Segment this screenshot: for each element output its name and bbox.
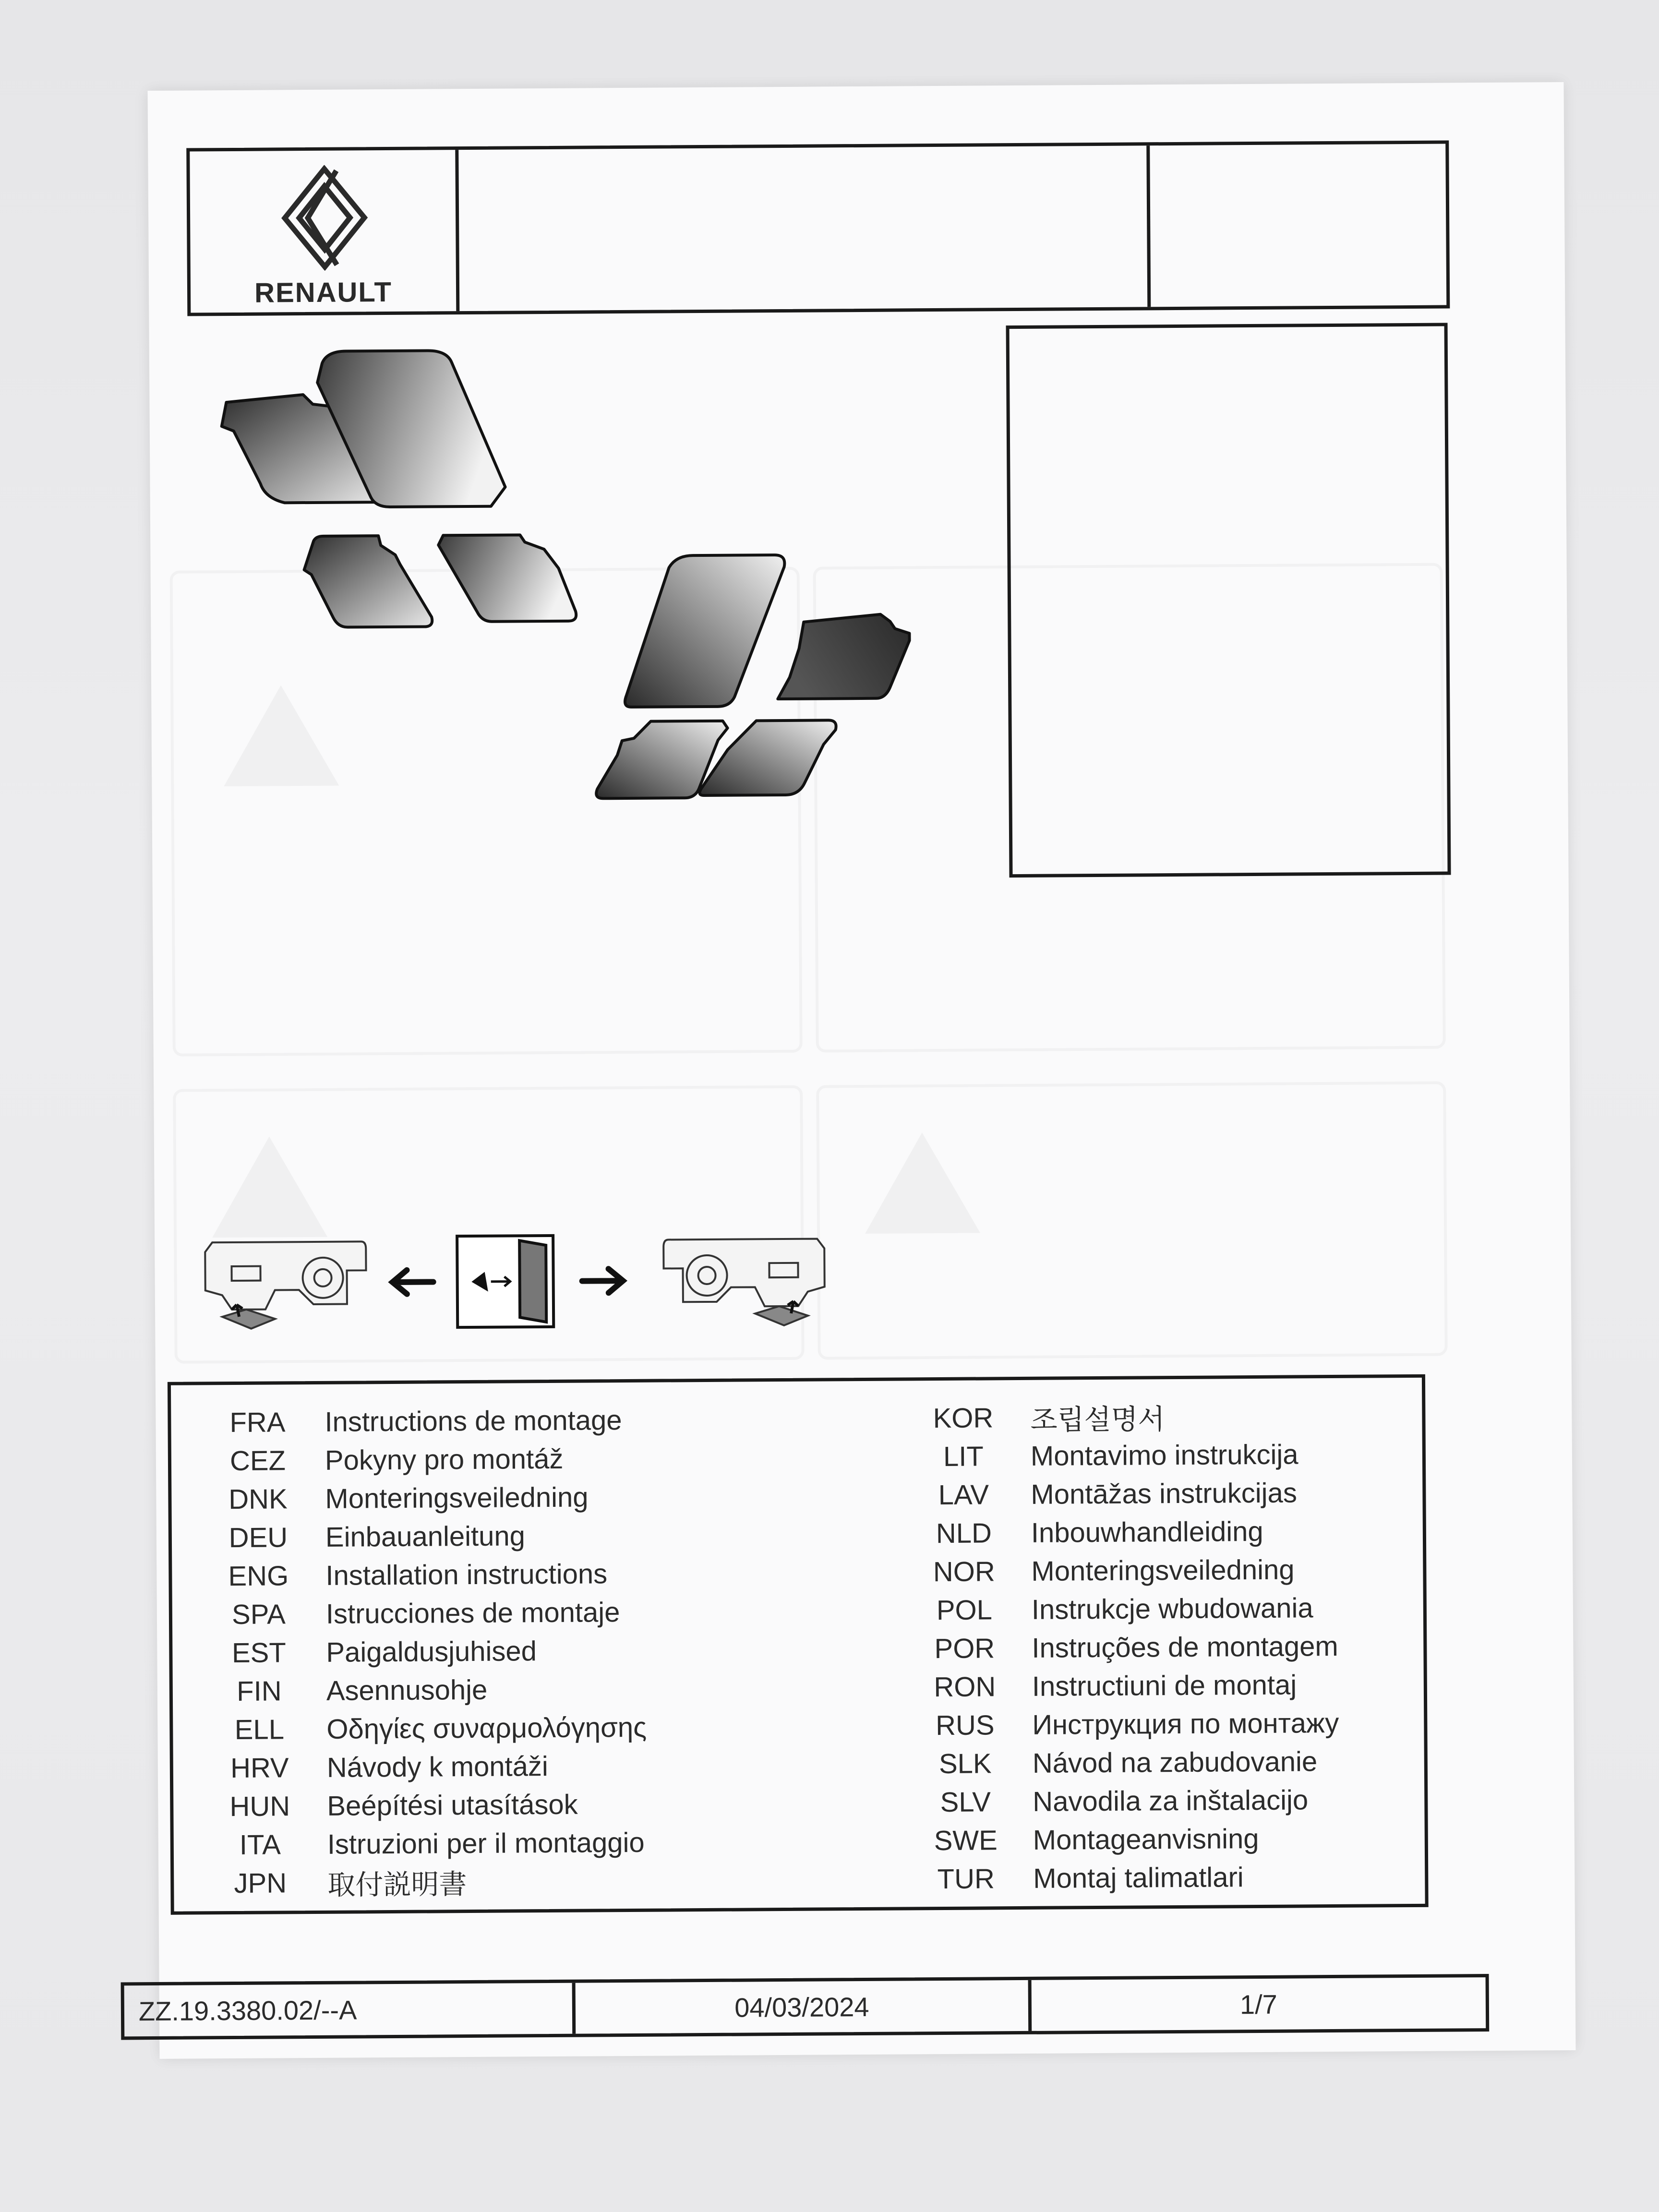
front-left-mat-rhd — [777, 614, 910, 699]
language-row — [918, 1819, 1340, 1860]
language-code: HRV — [230, 1752, 289, 1784]
language-code: ELL — [234, 1713, 285, 1745]
language-row — [917, 1704, 1339, 1744]
language-row — [918, 1857, 1340, 1898]
languages-right-column — [915, 1396, 1340, 1898]
language-title: Monteringsveiledning — [325, 1481, 589, 1515]
document-reference: ZZ.19.3380.02/--A — [124, 1983, 576, 2037]
book-icon — [457, 1236, 553, 1327]
title-cell — [458, 145, 1151, 311]
language-code: CEZ — [229, 1444, 286, 1477]
language-code: FIN — [236, 1675, 282, 1707]
language-code: LIT — [943, 1440, 984, 1472]
language-row — [917, 1742, 1339, 1783]
language-code: HUN — [229, 1790, 290, 1822]
language-code: SPA — [231, 1598, 286, 1630]
instruction-sheet — [138, 82, 1576, 2059]
language-code: RON — [934, 1671, 996, 1703]
language-row — [212, 1862, 648, 1903]
language-title: Instrukcje wbudowania — [1031, 1592, 1313, 1625]
language-title: Montāžas instrukcijas — [1031, 1477, 1298, 1510]
show-through-warning-icon — [212, 1136, 327, 1238]
language-row — [917, 1780, 1339, 1821]
language-title: Installation instructions — [325, 1558, 608, 1591]
language-row — [212, 1746, 647, 1788]
languages-left-column — [209, 1401, 648, 1903]
language-row — [211, 1593, 646, 1634]
language-title: 取付説明書 — [327, 1869, 467, 1901]
show-through-warning-icon — [865, 1132, 980, 1234]
language-title: Istrucciones de montaje — [325, 1596, 620, 1630]
floor-mats-icon — [207, 340, 930, 902]
language-row — [211, 1670, 647, 1711]
language-title: Inbouwhandleiding — [1031, 1515, 1263, 1549]
language-title: Navodila za inštalacijo — [1033, 1784, 1309, 1817]
language-code: POR — [934, 1632, 995, 1664]
language-title: Montavimo instrukcija — [1030, 1438, 1298, 1472]
language-row — [212, 1823, 648, 1864]
language-code: SLK — [938, 1747, 992, 1779]
language-row — [915, 1473, 1337, 1514]
reference-cell — [1150, 144, 1446, 307]
language-code: NOR — [933, 1555, 996, 1587]
page-number: 1/7 — [1239, 1989, 1278, 2020]
header-table — [186, 140, 1450, 316]
language-title: Instruções de montagem — [1032, 1630, 1338, 1664]
language-row — [916, 1627, 1338, 1668]
language-title: Návody k montáži — [326, 1750, 549, 1783]
language-row — [917, 1665, 1339, 1706]
language-title: Paigaldusjuhised — [326, 1635, 537, 1668]
rear-left-mat — [304, 535, 432, 627]
language-code: FRA — [229, 1406, 286, 1438]
language-code: KOR — [933, 1402, 994, 1434]
language-code: TUR — [937, 1863, 995, 1895]
footer-table — [121, 1974, 1490, 2040]
photo-placeholder-box — [1006, 323, 1451, 878]
brand-name: RENAULT — [254, 276, 393, 309]
dashboard-right-hand-drive-icon — [663, 1238, 825, 1326]
language-code: DEU — [228, 1521, 288, 1553]
language-title: Instructiuni de montaj — [1032, 1669, 1297, 1702]
language-row — [915, 1396, 1337, 1437]
language-code: JPN — [234, 1867, 287, 1899]
language-row — [210, 1516, 646, 1557]
language-row — [212, 1785, 647, 1826]
language-code: LAV — [938, 1479, 989, 1511]
language-title: Einbauanleitung — [325, 1520, 526, 1553]
steering-side-icons — [203, 1229, 827, 1343]
language-title: 조립설명서 — [1030, 1404, 1165, 1436]
renault-diamond-logo-icon — [278, 165, 370, 271]
front-right-mat-rhd — [624, 555, 785, 707]
language-code: ITA — [239, 1828, 281, 1861]
language-row — [211, 1631, 646, 1672]
language-title: Beépítési utasítások — [327, 1789, 578, 1822]
brand-cell — [190, 150, 459, 313]
language-row — [210, 1439, 645, 1480]
language-row — [915, 1435, 1337, 1476]
language-code: NLD — [936, 1517, 992, 1549]
language-row — [209, 1401, 645, 1442]
arrow-right-icon — [582, 1269, 623, 1293]
language-code: SWE — [934, 1824, 998, 1856]
language-code: DNK — [228, 1483, 288, 1515]
language-code: RUS — [935, 1709, 995, 1741]
language-row — [210, 1478, 645, 1519]
language-title: Monteringsveiledning — [1031, 1554, 1295, 1587]
language-row — [916, 1512, 1338, 1552]
language-title: Asennusohje — [326, 1674, 488, 1707]
language-title: Istruzioni per il montaggio — [327, 1827, 645, 1860]
language-code: SLV — [940, 1786, 991, 1818]
language-title: Instructions de montage — [325, 1404, 622, 1438]
language-title: Инструкция по монтажу — [1032, 1707, 1339, 1741]
arrow-left-icon — [393, 1270, 433, 1294]
dashboard-left-hand-drive-icon — [205, 1241, 366, 1329]
language-title: Οδηγίες συναρμολόγησης — [326, 1711, 647, 1745]
language-title: Pokyny pro montáž — [325, 1443, 564, 1476]
document-date: 04/03/2024 — [576, 1980, 1032, 2034]
language-code: EST — [231, 1636, 286, 1669]
language-code: POL — [936, 1594, 993, 1626]
language-row — [916, 1550, 1338, 1591]
language-title: Montageanvisning — [1033, 1823, 1259, 1856]
language-title: Montaj talimatlari — [1033, 1861, 1244, 1894]
language-row — [211, 1708, 647, 1749]
language-code: ENG — [228, 1560, 289, 1592]
language-title: Návod na zabudovanie — [1032, 1745, 1318, 1779]
language-row — [916, 1588, 1338, 1629]
rear-right-mat — [438, 535, 576, 622]
languages-table — [168, 1374, 1429, 1915]
language-row — [210, 1554, 646, 1596]
